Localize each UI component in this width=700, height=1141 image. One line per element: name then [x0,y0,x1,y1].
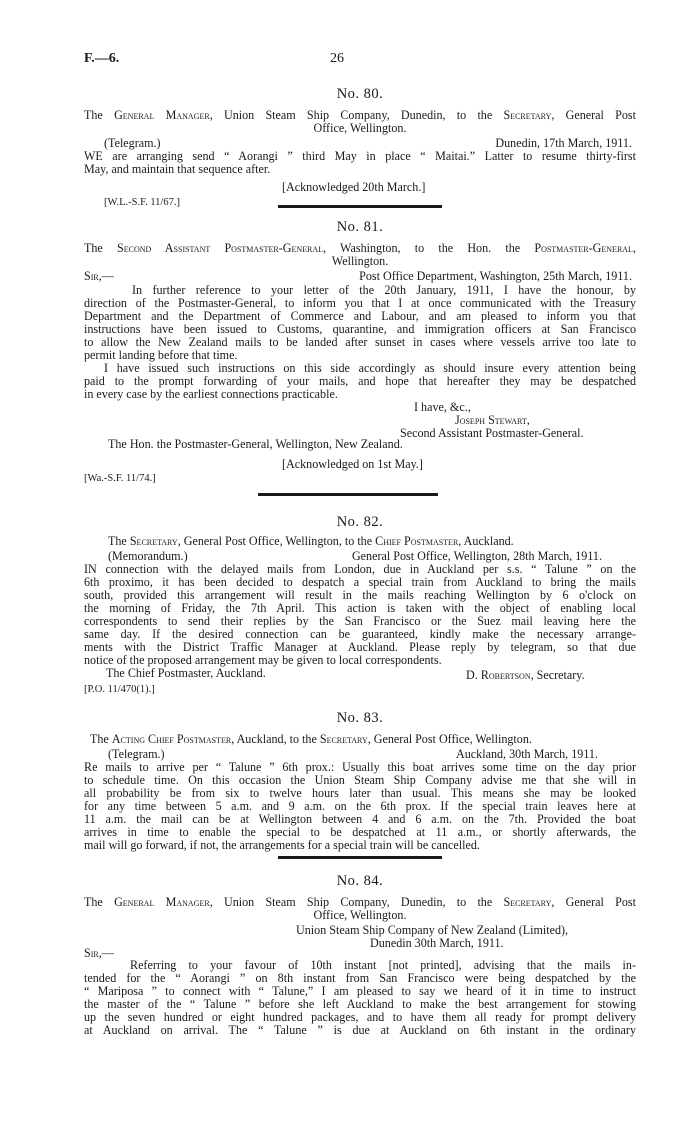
letter-body-line: paid to the prompt forwarding of your mails, and hope that hereafter they may be despatched [84,374,636,388]
letter-body-line: to allow the New Zealand mails to be landed after sunset in cases where vessels arrive too late to [84,335,636,349]
letter-number: No. 83. [336,710,384,726]
letter-body-line: the master of the “ Talune ” before she left Auckland to make the best arrangement for stowing [84,997,636,1011]
file-reference: [P.O. 11/470(1).] [84,684,155,695]
letter-body-line: 11 a.m. the mail can be at Wellington between 4 and 6 a.m. on the 7th. Provided the boat [84,812,636,826]
letter-body-line: Department and the Department of Commerce and Labour, and am pleased to inform you that [84,309,636,323]
letter-body-line: the morning of Friday, the 7th April. This action is taken with the object of enabling local [84,601,636,615]
letter-heading-cont: Office, Wellington. [313,121,407,135]
letter-type: (Memorandum.) [108,549,188,563]
acknowledged-note: [Acknowledged on 1st May.] [282,457,423,471]
letter-heading-cont: Wellington. [331,254,389,268]
section-divider [278,856,442,859]
letter-body-line: mail will go forward, if not, the arrangements for a special train will be cancelled. [84,838,480,852]
letter-body-line: “ Mariposa ” to connect with “ Talune,” I am pleased to say we heard of it in time to instruct [84,984,636,998]
letter-heading: The Acting Chief Postmaster, Auckland, to the Secretary, General Post Office, Wellington. [90,732,532,746]
letter-signature-title: Second Assistant Postmaster-General. [400,426,584,440]
letter-salutation: Sir,— [84,269,114,283]
letter-number: No. 82. [336,514,384,530]
letter-body-line: I have issued such instructions on this side accordingly as should insure every attention being [104,361,636,375]
letter-body-line: ments with the District Traffic Manager at Auckland. Please reply by telegram, so that due [84,640,636,654]
letter-body-line: all probability be from six to twelve hours later than usual. This means she may be looked [84,786,636,800]
letter-body-line: In further reference to your letter of the 20th January, 1911, I have the honour, by [132,283,636,297]
section-divider [258,493,438,496]
page-number: 26 [330,51,344,66]
letter-body-line: south, provided this arrangement will result in the mails reaching Wellington by 6 o'clock on [84,588,636,602]
letter-number: No. 80. [336,86,384,102]
file-reference: [Wa.-S.F. 11/74.] [84,473,156,484]
letter-place-date: Dunedin, 17th March, 1911. [495,136,632,150]
letter-body-line: correspondents to send their replies by the San Francisco or the Suez mail leaving here the [84,614,636,628]
letter-body-line: permit landing before that time. [84,348,238,362]
letter-body-line: same day. If the desired connection can be guaranteed, kindly make the necessary arrange- [84,627,636,641]
letter-heading: The General Manager, Union Steam Ship Company, Dunedin, to the Secretary, General Post [84,895,636,909]
letter-body-line: WE are arranging send “ Aorangi ” third May in place “ Maitai.” Latter to resume thirty-first [84,149,636,163]
letter-number: No. 84. [336,873,384,889]
letter-salutation: Sir,— [84,946,114,960]
letter-body-line: in every case by the earliest connections practicable. [84,387,338,401]
acknowledged-note: [Acknowledged 20th March.] [282,180,426,194]
letter-body-line: to schedule time. On this occasion the Union Steam Ship Company advise me that she will in [84,773,636,787]
letter-addressee: The Chief Postmaster, Auckland. [106,666,266,680]
letter-body-line: at Auckland on arrival. The “ Talune ” is due at Auckland on 6th instant in the ordinary [84,1023,636,1037]
letter-closing: I have, &c., [414,400,471,414]
letter-date: Dunedin 30th March, 1911. [370,936,504,950]
letter-body-line: 6th proximo, it has been decided to despatch a special train from Auckland to bring the mails [84,575,636,589]
letter-body-line: for any time between 5 a.m. and 9 a.m. on the 6th prox. If the special train leaves here at [84,799,636,813]
letter-heading-cont: Office, Wellington. [313,908,407,922]
letter-place-line: Union Steam Ship Company of New Zealand (Limited), [296,923,569,937]
letter-heading: The General Manager, Union Steam Ship Company, Dunedin, to the Secretary, General Post [84,108,636,122]
letter-body-line: tended for the “ Aorangi ” on 8th instant from San Francisco were being despatched by the [84,971,636,985]
letter-signature: D. Robertson, Secretary. [466,668,585,682]
letter-body-line: up the seven hundred or eight hundred packages, and to have them all ready for prompt delivery [84,1010,636,1024]
letter-place-date: Post Office Department, Washington, 25th March, 1911. [359,269,632,283]
section-divider [278,205,442,208]
letter-place-date: General Post Office, Wellington, 28th March, 1911. [351,549,602,563]
letter-type: (Telegram.) [108,747,165,761]
letter-addressee: The Hon. the Postmaster-General, Wellington, New Zealand. [108,437,403,451]
letter-place-date: Auckland, 30th March, 1911. [456,747,598,761]
letter-body-line: notice of the proposed arrangement may be given to local correspondents. [84,653,442,667]
letter-signature: Joseph Stewart, [455,413,530,427]
letter-type: (Telegram.) [104,136,161,150]
letter-number: No. 81. [336,219,384,235]
letter-heading: The Second Assistant Postmaster-General, Washington, to the Hon. the Postmaster-General, [84,241,636,255]
letter-body-line: Referring to your favour of 10th instant [not printed], advising that the mails in- [130,958,636,972]
letter-body-line: instructions have been issued to Customs, quarantine, and immigration officers at San Francisco [84,322,636,336]
letter-body-line: IN connection with the delayed mails from London, due in Auckland per s.s. “ Talune ” on the [84,562,636,576]
letter-body-line: Re mails to arrive per “ Talune ” 6th prox.: Usually this boat arrives some time on the day prior [84,760,636,774]
file-reference: [W.L.-S.F. 11/67.] [104,197,180,208]
letter-body-line: arrives in time to enable the special to be despatched at 11 a.m., or shortly afterwards, the [84,825,636,839]
report-code: F.—6. [84,51,120,66]
letter-heading: The Secretary, General Post Office, Wellington, to the Chief Postmaster, Auckland. [108,534,514,548]
letter-body-line: May, and maintain that sequence after. [84,162,271,176]
letter-body-line: direction of the Postmaster-General, to inform you that I at once communicated with the Treasury [84,296,636,310]
